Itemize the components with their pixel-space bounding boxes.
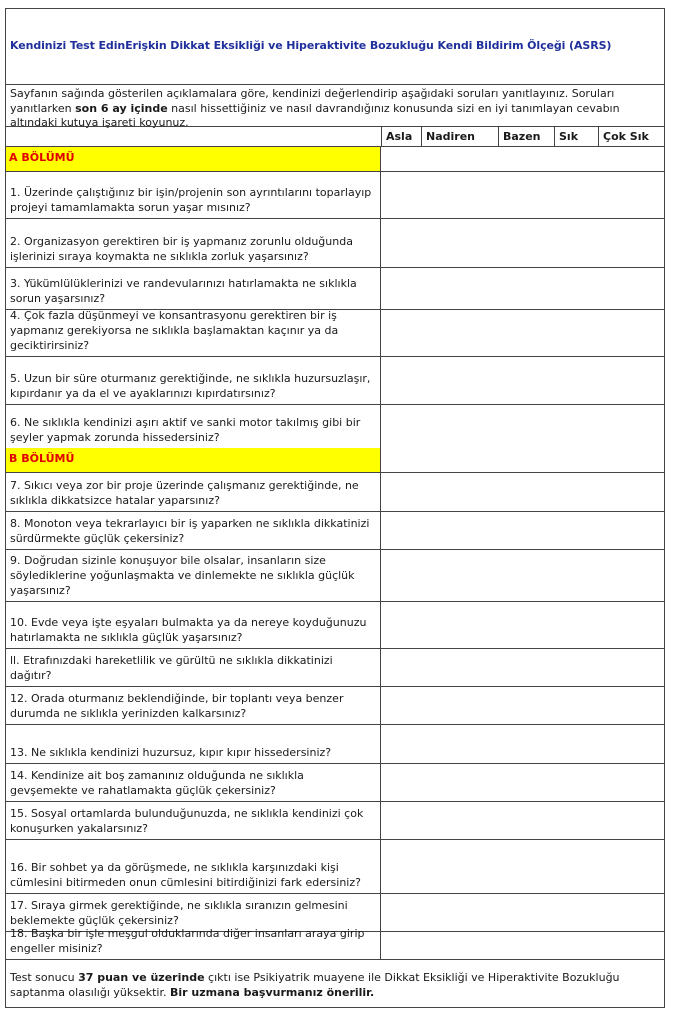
column-header-row: [6, 126, 664, 147]
question-row: [6, 724, 381, 763]
section-title: A BÖLÜMÜ: [9, 151, 75, 164]
answer-checkbox-area[interactable]: [381, 601, 664, 648]
question-row: [6, 267, 381, 309]
answer-checkbox-area[interactable]: [381, 686, 664, 724]
question-text: 9. Doğrudan sizinle konuşuyor bile olsalar, insanların size söylediklerine yoğunlaşmakta ve dinlemekte ne sıklıkla güçlük yaşarsınız?: [10, 554, 355, 597]
section-header: [6, 147, 381, 171]
question-row: [6, 927, 381, 959]
answer-checkbox-area[interactable]: [381, 511, 664, 549]
question-text: 17. Sıraya girmek gerektiğinde, ne sıklıkla sıranızın gelmesini beklemekte güçlük çekersiniz?: [10, 899, 348, 927]
answer-checkbox-area[interactable]: [381, 801, 664, 839]
question-text: 14. Kendinize ait boş zamanınız olduğunda ne sıklıkla gevşemekte ve rahatlamakta güçlük çekersiniz?: [10, 769, 304, 797]
question-row: [6, 404, 381, 448]
answer-checkbox-area[interactable]: [381, 549, 664, 601]
question-row: [6, 763, 381, 801]
answer-checkbox-area[interactable]: [381, 893, 664, 931]
question-text: 1. Üzerinde çalıştığınız bir işin/projenin son ayrıntılarını toparlayıp projeyi tamamlamakta sorun yaşar mısınız?: [10, 186, 372, 214]
question-text: 16. Bir sohbet ya da görüşmede, ne sıklıkla karşınızdaki kişi cümlesini bitirmeden onun cümlesini bitirdiğinizi fark edersiniz?: [10, 861, 361, 889]
answer-checkbox-area[interactable]: [381, 267, 664, 309]
question-text: 12. Orada oturmanız beklendiğinde, bir toplantı veya benzer durumda ne sıklıkla yerinizden kalkarsınız?: [10, 692, 344, 720]
result-text-1: Test sonucu: [10, 971, 79, 984]
answer-checkbox-area[interactable]: [381, 472, 664, 511]
answer-checkbox-area[interactable]: [381, 724, 664, 763]
question-row: [6, 472, 381, 511]
column-header: Çok Sık: [598, 127, 664, 146]
question-row: [6, 218, 381, 267]
question-text: 4. Çok fazla düşünmeyi ve konsantrasyonu gerektiren bir iş yapmanız gerekiyorsa ne sıklıkla başlamaktan kaçınır ya da geciktirirsiniz?: [10, 309, 339, 352]
answer-checkbox-area[interactable]: [381, 218, 664, 267]
result-threshold: 37 puan ve üzerinde: [78, 971, 205, 984]
section-header: [6, 448, 381, 472]
question-text: 5. Uzun bir süre oturmanız gerektiğinde, ne sıklıkla huzursuzlaşır, kıpırdanır ya da el ve ayaklarınızı kıpırdatırsınız?: [10, 372, 371, 400]
answer-checkbox-area[interactable]: [381, 931, 664, 959]
answer-checkbox-area[interactable]: [381, 404, 664, 448]
question-text: 2. Organizasyon gerektiren bir iş yapmanız zorunlu olduğunda işlerinizi sıraya koymakta ne sıklıkla zorluk yaşarsınız?: [10, 235, 353, 263]
instructions-emphasis: son 6 ay içinde: [75, 101, 168, 115]
question-row: [6, 839, 381, 893]
page-title: Kendinizi Test EdinErişkin Dikkat Eksikliği ve Hiperaktivite Bozukluğu Kendi Bildirim Ölçeği (ASRS): [10, 39, 612, 52]
result-note: [6, 959, 664, 1008]
section-answer-blank: [381, 147, 664, 171]
question-row: [6, 356, 381, 404]
question-row: [6, 171, 381, 218]
instructions-text-1: Sayfanın sağında gösterilen açıklamalara göre, kendinizi değerlendirip aşağıdaki soruları yanıtlayınız. Soruları yanıtlarken: [10, 87, 615, 115]
question-row: [6, 309, 381, 356]
answer-checkbox-area[interactable]: [381, 356, 664, 404]
answer-checkbox-area[interactable]: [381, 648, 664, 686]
instructions-text-2: nasıl hissettiğiniz ve nasıl davrandığınız konusunda sizi en iyi tanımlayan cevabın altındaki kutuya işareti koyunuz.: [10, 101, 620, 129]
question-text: 3. Yükümlülüklerinizi ve randevularınızı hatırlamakta ne sıklıkla sorun yaşarsınız?: [10, 277, 357, 305]
question-row: [6, 601, 381, 648]
answer-checkbox-area[interactable]: [381, 763, 664, 801]
question-row: [6, 801, 381, 839]
question-text: 15. Sosyal ortamlarda bulunduğunuzda, ne sıklıkla kendinizi çok konuşurken yakalarsınız?: [10, 807, 364, 835]
question-text: 6. Ne sıklıkla kendinizi aşırı aktif ve sanki motor takılmış gibi bir şeyler yapmak zorunda hissedersiniz?: [10, 416, 361, 444]
column-header: Sık: [554, 127, 598, 146]
question-text: 13. Ne sıklıkla kendinizi huzursuz, kıpır kıpır hissedersiniz?: [10, 746, 332, 759]
section-title: B BÖLÜMÜ: [9, 452, 75, 465]
question-text: 7. Sıkıcı veya zor bir proje üzerinde çalışmanız gerektiğinde, ne sıklıkla dikkatsizce hatalar yaparsınız?: [10, 479, 359, 507]
question-text: 10. Evde veya işte eşyaları bulmakta ya da nereye koyduğunuzu hatırlamakta ne sıklıkla güçlük yaşarsınız?: [10, 616, 367, 644]
question-text: 18. Başka bir işle meşgul olduklarında diğer insanları araya girip engeller misiniz?: [10, 927, 365, 955]
answer-checkbox-area[interactable]: [381, 171, 664, 218]
question-row: [6, 511, 381, 549]
title-bar: [6, 9, 664, 85]
answer-checkbox-area[interactable]: [381, 309, 664, 356]
result-recommendation: Bir uzmana başvurmanız önerilir.: [170, 986, 375, 999]
section-answer-blank: [381, 448, 664, 472]
answer-checkbox-area[interactable]: [381, 839, 664, 893]
asrs-form: [5, 8, 665, 1008]
instructions: [10, 87, 662, 131]
column-header: Asla: [381, 127, 421, 146]
question-text: ll. Etrafınızdaki hareketlilik ve gürültü ne sıklıkla dikkatinizi dağıtır?: [10, 654, 333, 682]
column-header: Nadiren: [421, 127, 498, 146]
column-header: Bazen: [498, 127, 554, 146]
question-row: [6, 549, 381, 601]
question-text: 8. Monoton veya tekrarlayıcı bir iş yaparken ne sıklıkla dikkatinizi sürdürmekte güçlük çekersiniz?: [10, 517, 370, 545]
question-row: [6, 686, 381, 724]
question-row: [6, 648, 381, 686]
result-text-2: çıktı ise Psikiyatrik muayene ile Dikkat Eksikliği ve Hiperaktivite Bozukluğu saptanma olasılığı yüksektir.: [10, 971, 620, 999]
